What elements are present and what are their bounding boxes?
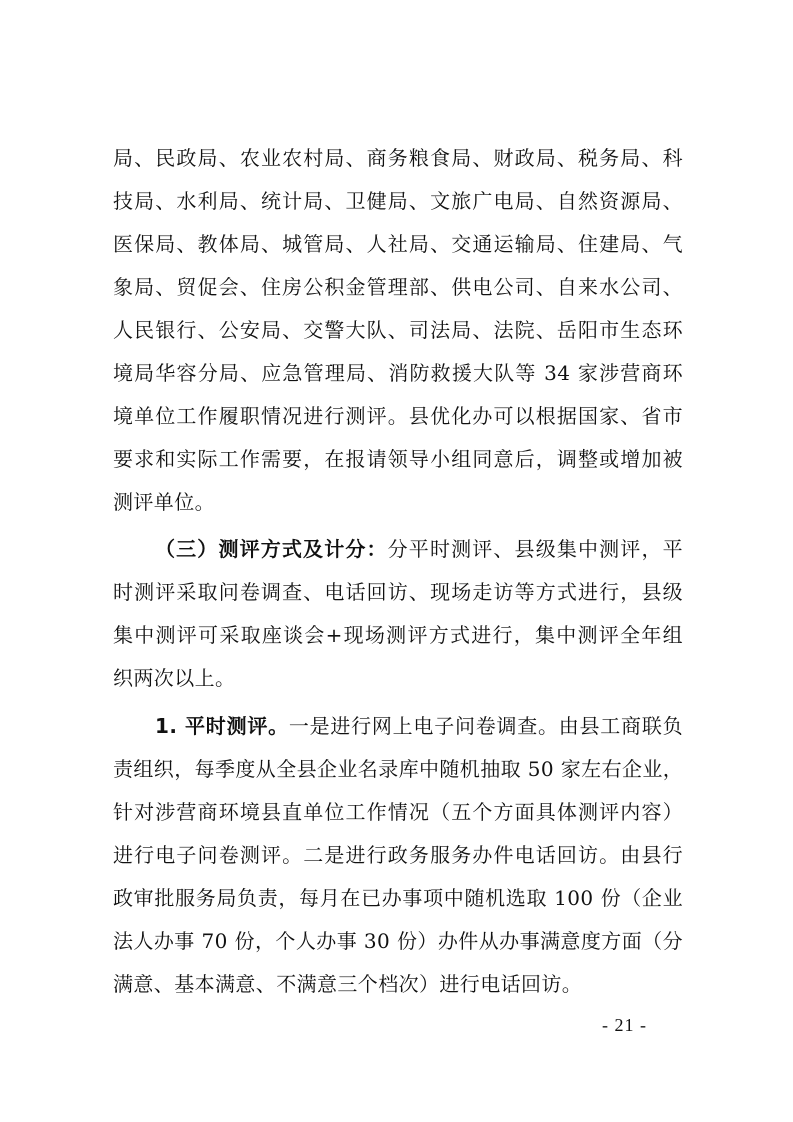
paragraph-1-line-3: 医保局、教体局、城管局、人社局、交通运输局、住建局、气 bbox=[113, 232, 683, 256]
paragraph-2-line-1-text: 分平时测评、县级集中测评，平 bbox=[387, 537, 683, 561]
paragraph-2-line-1 bbox=[155, 537, 683, 561]
paragraph-2-line-2: 时测评采取问卷调查、电话回访、现场走访等方式进行，县级 bbox=[113, 580, 683, 604]
paragraph-1-line-8: 要求和实际工作需要，在报请领导小组同意后，调整或增加被 bbox=[113, 447, 683, 471]
paragraph-3-line-7: 满意、基本满意、不满意三个档次）进行电话回访。 bbox=[113, 972, 583, 996]
paragraph-1-line-9: 测评单位。 bbox=[113, 490, 215, 514]
paragraph-3-line-1-text: 一是进行网上电子问卷调查。由县工商联负 bbox=[288, 714, 683, 738]
paragraph-1-line-7: 境单位工作履职情况进行测评。县优化办可以根据国家、省市 bbox=[113, 404, 683, 428]
paragraph-2-line-3: 集中测评可采取座谈会+现场测评方式进行，集中测评全年组 bbox=[113, 623, 683, 647]
page-number: - 21 - bbox=[602, 1015, 647, 1035]
paragraph-3-line-1 bbox=[155, 714, 683, 738]
paragraph-1-line-4: 象局、贸促会、住房公积金管理部、供电公司、自来水公司、 bbox=[113, 275, 683, 299]
section-heading-measurement-method: （三）测评方式及计分： bbox=[155, 537, 388, 561]
paragraph-1-line-2: 技局、水利局、统计局、卫健局、文旅广电局、自然资源局、 bbox=[113, 189, 683, 213]
subsection-heading-routine-evaluation: 1. 平时测评。 bbox=[155, 714, 289, 738]
paragraph-3-line-3: 针对涉营商环境县直单位工作情况（五个方面具体测评内容） bbox=[113, 800, 683, 824]
paragraph-2-line-4: 织两次以上。 bbox=[113, 666, 236, 690]
paragraph-3-line-6: 法人办事 70 份，个人办事 30 份）办件从办事满意度方面（分 bbox=[113, 929, 683, 953]
paragraph-1-line-1: 局、民政局、农业农村局、商务粮食局、财政局、税务局、科 bbox=[113, 146, 683, 170]
paragraph-3-line-5: 政审批服务局负责，每月在已办事项中随机选取 100 份（企业 bbox=[113, 886, 683, 910]
paragraph-1-line-5: 人民银行、公安局、交警大队、司法局、法院、岳阳市生态环 bbox=[113, 318, 683, 342]
paragraph-3-line-4: 进行电子问卷测评。二是进行政务服务办件电话回访。由县行 bbox=[113, 843, 683, 867]
paragraph-3-line-2: 责组织，每季度从全县企业名录库中随机抽取 50 家左右企业， bbox=[113, 757, 684, 781]
paragraph-1-line-6: 境局华容分局、应急管理局、消防救援大队等 34 家涉营商环 bbox=[113, 361, 683, 385]
